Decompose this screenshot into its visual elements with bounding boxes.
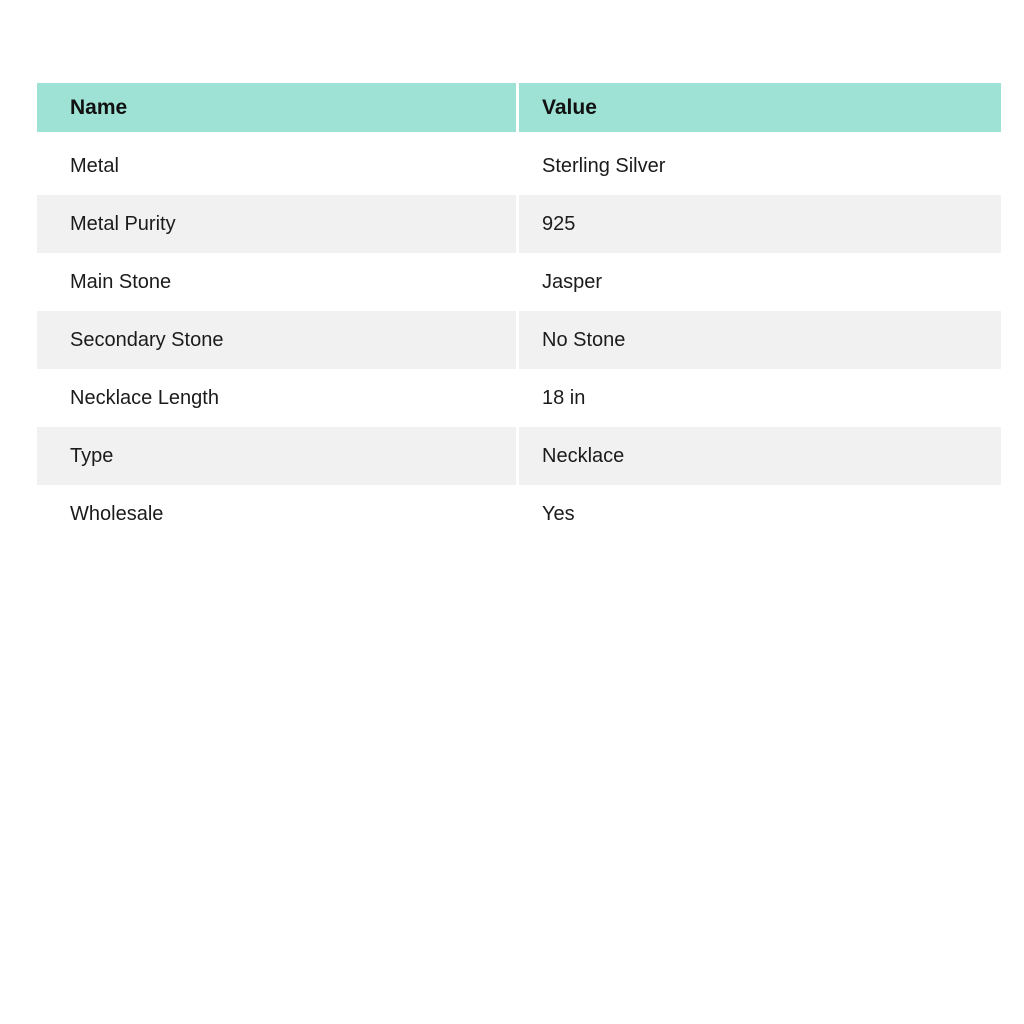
attribute-name-cell: Secondary Stone xyxy=(37,311,519,369)
product-attributes-table xyxy=(37,83,1001,543)
table-row xyxy=(37,137,1001,195)
attribute-name-cell: Metal Purity xyxy=(37,195,519,253)
table-row xyxy=(37,311,1001,369)
attribute-name-cell: Type xyxy=(37,427,519,485)
attribute-value-cell: Yes xyxy=(542,502,575,525)
table-row xyxy=(37,485,1001,543)
attribute-value-cell: 18 in xyxy=(542,386,586,409)
attribute-name-cell: Wholesale xyxy=(37,485,519,543)
table-row xyxy=(37,195,1001,253)
table-body xyxy=(37,137,1001,543)
table-header-row xyxy=(37,83,1001,132)
attribute-name-cell: Necklace Length xyxy=(37,369,519,427)
column-header-name: Name xyxy=(37,83,519,132)
table-row xyxy=(37,427,1001,485)
attribute-value-cell: 925 xyxy=(542,212,576,235)
attribute-value-cell: No Stone xyxy=(542,328,626,351)
attribute-value-cell: Jasper xyxy=(542,270,603,293)
column-header-value: Value xyxy=(519,83,1001,132)
attribute-value-cell: Necklace xyxy=(542,444,625,467)
attribute-value-cell: Sterling Silver xyxy=(542,154,666,177)
table-row xyxy=(37,253,1001,311)
attribute-name-cell: Metal xyxy=(37,137,519,195)
attribute-name-cell: Main Stone xyxy=(37,253,519,311)
table-row xyxy=(37,369,1001,427)
